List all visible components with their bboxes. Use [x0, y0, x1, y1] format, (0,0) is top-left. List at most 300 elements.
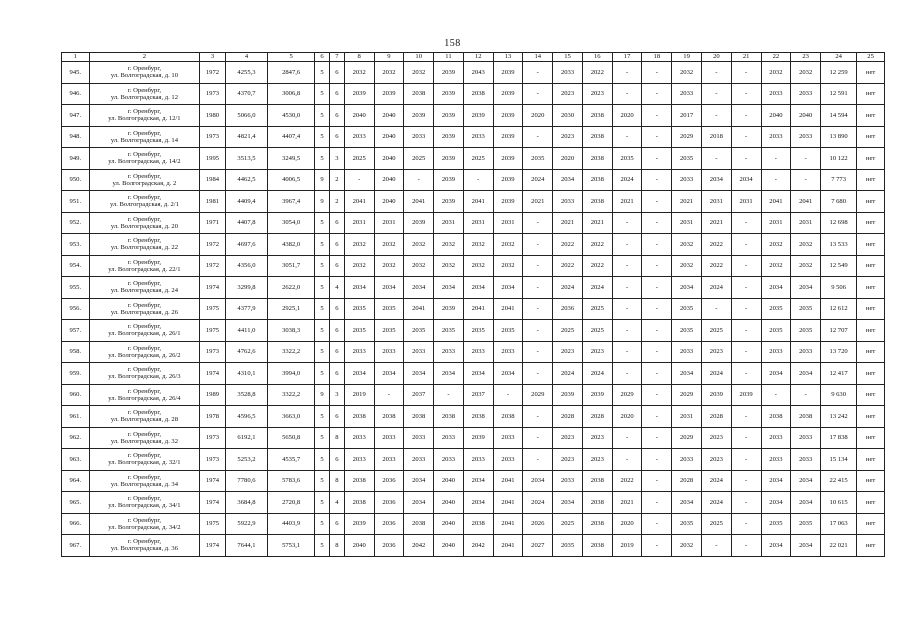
table-cell: 2031 [701, 191, 731, 213]
table-cell: 2023 [553, 427, 583, 449]
address-city: г. Оренбург, [127, 323, 161, 330]
table-cell: 2034 [791, 470, 821, 492]
table-cell: 2033 [493, 341, 523, 363]
table-cell: 2040 [791, 105, 821, 127]
address-street: ул. Волгоградская, д. 34 [110, 480, 178, 488]
table-cell: - [523, 449, 553, 471]
table-cell: 2032 [791, 255, 821, 277]
table-cell: 2035 [791, 298, 821, 320]
table-cell: 2034 [463, 492, 493, 514]
table-cell: 22 021 [821, 535, 857, 557]
table-cell: 2038 [582, 535, 612, 557]
table-cell: - [642, 277, 672, 299]
table-cell: 2041 [493, 535, 523, 557]
table-cell: - [404, 169, 434, 191]
column-header: 9 [374, 53, 404, 62]
table-cell: 2035 [672, 298, 702, 320]
table-cell: 2023 [582, 427, 612, 449]
table-cell: - [612, 320, 642, 342]
table-cell: 3299,8 [225, 277, 268, 299]
table-cell: - [344, 169, 374, 191]
table-cell: 2017 [672, 105, 702, 127]
address-city: г. Оренбург, [127, 452, 161, 459]
table-cell: 5 [315, 234, 330, 256]
table-cell: - [642, 255, 672, 277]
table-cell: 4377,9 [225, 298, 268, 320]
table-row [62, 427, 885, 449]
table-cell: 2035 [553, 535, 583, 557]
column-header: 2 [89, 53, 200, 62]
table-cell: - [612, 212, 642, 234]
table-cell: 2032 [672, 255, 702, 277]
row-number: 950. [62, 169, 90, 191]
table-cell: - [612, 449, 642, 471]
table-cell: 3663,0 [268, 406, 315, 428]
table-cell: 5 [315, 126, 330, 148]
table-cell: - [701, 535, 731, 557]
table-cell: 2023 [553, 83, 583, 105]
column-header: 17 [612, 53, 642, 62]
table-cell: 2033 [374, 341, 404, 363]
table-cell: 2029 [672, 427, 702, 449]
table-cell: 2038 [374, 406, 404, 428]
table-cell: - [701, 105, 731, 127]
table-cell: 2034 [404, 277, 434, 299]
table-cell: - [642, 212, 672, 234]
table-cell: - [642, 341, 672, 363]
table-cell: - [731, 320, 761, 342]
table-cell: 2033 [344, 449, 374, 471]
table-body [62, 62, 885, 557]
table-cell: нет [857, 148, 885, 170]
table-cell: 13 533 [821, 234, 857, 256]
table-cell: 2028 [701, 406, 731, 428]
table-row [62, 320, 885, 342]
table-cell: 2033 [404, 427, 434, 449]
table-cell: 2041 [463, 298, 493, 320]
row-number: 945. [62, 62, 90, 84]
table-cell: 9 506 [821, 277, 857, 299]
table-cell: 2024 [701, 492, 731, 514]
table-cell: 2033 [404, 449, 434, 471]
table-cell: - [523, 363, 553, 385]
address-city: г. Оренбург, [127, 129, 161, 137]
table-cell: 2 [329, 169, 344, 191]
row-number: 951. [62, 191, 90, 213]
table-cell: - [701, 62, 731, 84]
column-header: 13 [493, 53, 523, 62]
column-header: 15 [553, 53, 583, 62]
table-cell: 2035 [374, 298, 404, 320]
table-cell: 2024 [523, 492, 553, 514]
table-cell: - [523, 427, 553, 449]
column-header: 24 [821, 53, 857, 62]
table-cell: 2020 [612, 513, 642, 535]
address-street: ул. Волгоградская, д. 24 [110, 287, 178, 295]
table-cell: 1974 [200, 492, 226, 514]
address-city: г. Оренбург, [127, 194, 161, 201]
table-cell: 6 [329, 341, 344, 363]
row-number: 955. [62, 277, 90, 299]
table-cell: 1973 [200, 427, 226, 449]
row-number: 949. [62, 148, 90, 170]
table-cell: 2034 [404, 363, 434, 385]
table-cell: 4530,0 [268, 105, 315, 127]
table-cell: 1989 [200, 384, 226, 406]
address-street: ул. Волгоградская, д. 32 [110, 437, 178, 445]
table-cell: - [523, 277, 553, 299]
table-cell: 2022 [701, 255, 731, 277]
table-cell: - [731, 492, 761, 514]
table-cell: 10 122 [821, 148, 857, 170]
table-cell: 2034 [761, 470, 791, 492]
table-cell: - [731, 83, 761, 105]
table-cell: нет [857, 363, 885, 385]
table-cell: 2022 [582, 234, 612, 256]
table-cell: 2031 [374, 212, 404, 234]
address-street: ул. Волгоградская, д. 14/2 [108, 158, 181, 166]
table-cell: 2033 [344, 126, 374, 148]
table-cell: 2026 [523, 513, 553, 535]
table-cell: нет [857, 427, 885, 449]
table-cell: - [374, 384, 404, 406]
table-cell: 2039 [553, 384, 583, 406]
table-cell: 2033 [553, 62, 583, 84]
table-cell: 2040 [344, 105, 374, 127]
column-header: 4 [225, 53, 268, 62]
table-cell: 2847,6 [268, 62, 315, 84]
table-cell: 2032 [463, 255, 493, 277]
table-cell: 4370,7 [225, 83, 268, 105]
table-cell: 2021 [612, 191, 642, 213]
address-cell [89, 363, 200, 385]
table-cell: 2034 [731, 169, 761, 191]
table-cell: - [642, 126, 672, 148]
table-cell: 1974 [200, 277, 226, 299]
table-cell: - [642, 191, 672, 213]
table-cell: - [612, 277, 642, 299]
table-cell: 2040 [434, 470, 464, 492]
table-cell: 5 [315, 255, 330, 277]
table-cell: 4411,0 [225, 320, 268, 342]
column-header: 5 [268, 53, 315, 62]
table-cell: 2028 [553, 406, 583, 428]
table-cell: 2032 [374, 234, 404, 256]
table-cell: - [642, 384, 672, 406]
table-cell: 2039 [493, 62, 523, 84]
table-cell: 2033 [672, 83, 702, 105]
table-cell: 1972 [200, 234, 226, 256]
table-cell: 2035 [672, 513, 702, 535]
table-cell: 2034 [344, 277, 374, 299]
table-cell: - [731, 148, 761, 170]
table-cell: 2032 [374, 62, 404, 84]
table-cell: - [642, 320, 672, 342]
table-cell: - [731, 470, 761, 492]
table-cell: - [612, 298, 642, 320]
address-cell [89, 384, 200, 406]
table-cell: нет [857, 255, 885, 277]
table-cell: нет [857, 384, 885, 406]
table-cell: 4403,9 [268, 513, 315, 535]
address-street: ул. Волгоградская, д. 20 [110, 222, 178, 230]
table-cell: 2027 [523, 535, 553, 557]
table-cell: 2020 [612, 406, 642, 428]
table-cell: 2024 [612, 169, 642, 191]
table-cell: - [612, 427, 642, 449]
table-cell: 2034 [553, 492, 583, 514]
table-cell: 2023 [701, 449, 731, 471]
table-cell: 2019 [612, 535, 642, 557]
table-cell: 3322,2 [268, 341, 315, 363]
table-cell: 4697,6 [225, 234, 268, 256]
table-cell: 2033 [761, 83, 791, 105]
table-cell: 3684,8 [225, 492, 268, 514]
table-cell: 3054,0 [268, 212, 315, 234]
table-cell: 2021 [612, 492, 642, 514]
table-cell: - [523, 298, 553, 320]
address-street: ул. Волгоградская, д. 28 [110, 416, 178, 424]
table-cell: 2039 [434, 126, 464, 148]
table-cell: 2025 [582, 298, 612, 320]
address-street: ул. Волгоградская, д. 2 [112, 179, 177, 187]
table-cell: 2034 [761, 535, 791, 557]
table-cell: 2034 [791, 535, 821, 557]
table-cell: 2032 [463, 234, 493, 256]
table-cell: 2720,8 [268, 492, 315, 514]
table-cell: 5922,9 [225, 513, 268, 535]
table-cell: - [731, 427, 761, 449]
table-cell: 2041 [493, 298, 523, 320]
table-cell: - [642, 513, 672, 535]
table-cell: 2039 [493, 169, 523, 191]
table-cell: 2023 [582, 83, 612, 105]
column-header: 21 [731, 53, 761, 62]
table-cell: 2925,1 [268, 298, 315, 320]
table-cell: 2032 [344, 234, 374, 256]
table-cell: 2038 [582, 169, 612, 191]
table-cell: - [523, 212, 553, 234]
table-cell: - [642, 298, 672, 320]
table-cell: 2039 [434, 169, 464, 191]
table-cell: 2031 [493, 212, 523, 234]
table-cell: 14 594 [821, 105, 857, 127]
table-cell: 2033 [374, 427, 404, 449]
table-cell: 2038 [434, 406, 464, 428]
table-cell: 2022 [582, 62, 612, 84]
table-cell: - [642, 105, 672, 127]
row-number: 960. [62, 384, 90, 406]
address-street: ул. Волгоградская, д. 26/1 [108, 330, 181, 338]
table-cell: 2040 [374, 105, 404, 127]
table-cell: - [731, 363, 761, 385]
table-cell: 2033 [463, 341, 493, 363]
table-cell: 2034 [493, 363, 523, 385]
table-cell: 2041 [493, 492, 523, 514]
table-cell: 12 707 [821, 320, 857, 342]
table-cell: 2029 [523, 384, 553, 406]
table-cell: 12 698 [821, 212, 857, 234]
table-cell: 2023 [701, 427, 731, 449]
table-row [62, 62, 885, 84]
row-number: 967. [62, 535, 90, 557]
table-cell: 2033 [493, 449, 523, 471]
table-cell: 13 890 [821, 126, 857, 148]
column-header: 19 [672, 53, 702, 62]
column-header: 7 [329, 53, 344, 62]
table-cell: 2035 [791, 513, 821, 535]
address-street: ул. Волгоградская, д. 10 [110, 72, 178, 80]
table-cell: 9 630 [821, 384, 857, 406]
table-cell: 8 [329, 427, 344, 449]
table-cell: 2022 [553, 255, 583, 277]
address-city: г. Оренбург, [127, 344, 161, 352]
table-cell: 2041 [463, 191, 493, 213]
table-cell: 2025 [701, 320, 731, 342]
table-cell: - [642, 492, 672, 514]
table-cell: 1974 [200, 535, 226, 557]
row-number: 947. [62, 105, 90, 127]
table-cell: 2032 [404, 255, 434, 277]
table-cell: 2034 [463, 470, 493, 492]
table-cell: 1980 [200, 105, 226, 127]
table-cell: 2033 [791, 449, 821, 471]
row-number: 957. [62, 320, 90, 342]
table-cell: 2038 [582, 148, 612, 170]
table-cell: 2035 [434, 320, 464, 342]
table-cell: 5 [315, 470, 330, 492]
table-cell: - [791, 169, 821, 191]
table-cell: 6 [329, 212, 344, 234]
table-cell: нет [857, 83, 885, 105]
address-street: ул. Волгоградская, д. 26/4 [108, 394, 181, 402]
address-cell [89, 148, 200, 170]
table-cell: 2039 [434, 148, 464, 170]
row-number: 958. [62, 341, 90, 363]
address-cell [89, 535, 200, 557]
table-cell: 2038 [582, 492, 612, 514]
table-cell: 2040 [374, 126, 404, 148]
table-cell: 12 591 [821, 83, 857, 105]
table-cell: - [731, 277, 761, 299]
table-cell: 4762,6 [225, 341, 268, 363]
column-header: 12 [463, 53, 493, 62]
table-cell: 6 [329, 513, 344, 535]
table-cell: 2033 [434, 341, 464, 363]
table-cell: 2032 [374, 255, 404, 277]
table-cell: 2040 [434, 492, 464, 514]
table-cell: - [731, 513, 761, 535]
table-cell: 2023 [582, 449, 612, 471]
table-cell: 2041 [493, 513, 523, 535]
address-cell [89, 277, 200, 299]
table-cell: 2029 [672, 384, 702, 406]
table-cell: - [642, 62, 672, 84]
table-row [62, 513, 885, 535]
table-cell: 2031 [672, 212, 702, 234]
table-cell: 2041 [791, 191, 821, 213]
column-header: 11 [434, 53, 464, 62]
table-cell: 4535,7 [268, 449, 315, 471]
table-cell: - [701, 298, 731, 320]
address-city: г. Оренбург, [127, 258, 161, 266]
column-header: 1 [62, 53, 90, 62]
table-cell: - [731, 62, 761, 84]
address-street: ул. Волгоградская, д. 2/1 [109, 201, 179, 209]
table-cell: 2022 [612, 470, 642, 492]
table-cell: 6 [329, 62, 344, 84]
table-cell: 5 [315, 427, 330, 449]
table-cell: 2032 [672, 62, 702, 84]
table-cell: 2031 [791, 212, 821, 234]
table-cell: 2029 [612, 384, 642, 406]
table-cell: нет [857, 191, 885, 213]
address-city: г. Оренбург, [127, 301, 161, 309]
table-cell: - [523, 320, 553, 342]
table-cell: 2041 [493, 470, 523, 492]
table-cell: 2040 [761, 105, 791, 127]
table-cell: 4821,4 [225, 126, 268, 148]
table-cell: нет [857, 470, 885, 492]
table-cell: - [701, 148, 731, 170]
address-city: г. Оренбург, [127, 409, 161, 416]
column-header: 10 [404, 53, 434, 62]
table-cell: 4 [329, 492, 344, 514]
table-row [62, 449, 885, 471]
table-cell: 2038 [463, 513, 493, 535]
table-cell: 2024 [701, 277, 731, 299]
table-cell: 2032 [434, 234, 464, 256]
table-cell: 2034 [672, 492, 702, 514]
table-cell: 2030 [553, 105, 583, 127]
table-cell: 2036 [374, 470, 404, 492]
table-cell: 2022 [553, 234, 583, 256]
table-cell: - [791, 384, 821, 406]
address-cell [89, 341, 200, 363]
row-number: 963. [62, 449, 90, 471]
table-cell: 2042 [404, 535, 434, 557]
table-cell: 2033 [553, 191, 583, 213]
table-cell: 8 [329, 470, 344, 492]
table-cell: 2024 [701, 470, 731, 492]
table-cell: - [493, 384, 523, 406]
column-header: 6 [315, 53, 330, 62]
table-cell: 2022 [582, 255, 612, 277]
table-cell: 2034 [434, 277, 464, 299]
table-cell: 2021 [672, 191, 702, 213]
table-cell: нет [857, 320, 885, 342]
table-cell: 5753,1 [268, 535, 315, 557]
table-cell: - [642, 169, 672, 191]
table-cell: 2622,0 [268, 277, 315, 299]
column-header: 16 [582, 53, 612, 62]
row-number: 959. [62, 363, 90, 385]
column-header: 20 [701, 53, 731, 62]
table-cell: 2036 [374, 492, 404, 514]
address-city: г. Оренбург, [127, 151, 161, 158]
table-cell: 2023 [553, 449, 583, 471]
table-cell: 2035 [761, 298, 791, 320]
table-cell: 2025 [582, 320, 612, 342]
table-row [62, 126, 885, 148]
table-cell: 3513,5 [225, 148, 268, 170]
table-cell: - [642, 535, 672, 557]
table-cell: - [761, 384, 791, 406]
table-cell: нет [857, 492, 885, 514]
table-cell: 2032 [404, 62, 434, 84]
table-cell: 4409,4 [225, 191, 268, 213]
table-cell: - [523, 406, 553, 428]
